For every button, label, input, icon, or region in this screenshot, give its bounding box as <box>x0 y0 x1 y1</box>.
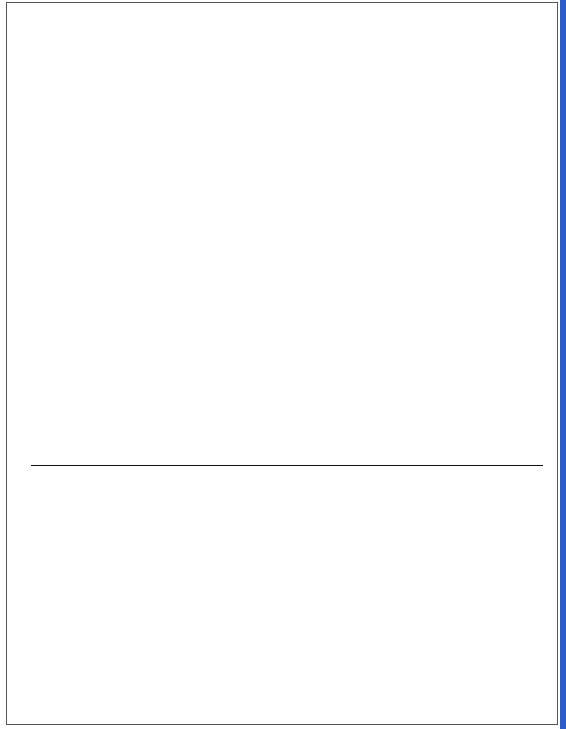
viewer-scroll-edge[interactable] <box>560 0 566 729</box>
footnote-separator <box>31 465 543 466</box>
book-page <box>6 2 558 725</box>
